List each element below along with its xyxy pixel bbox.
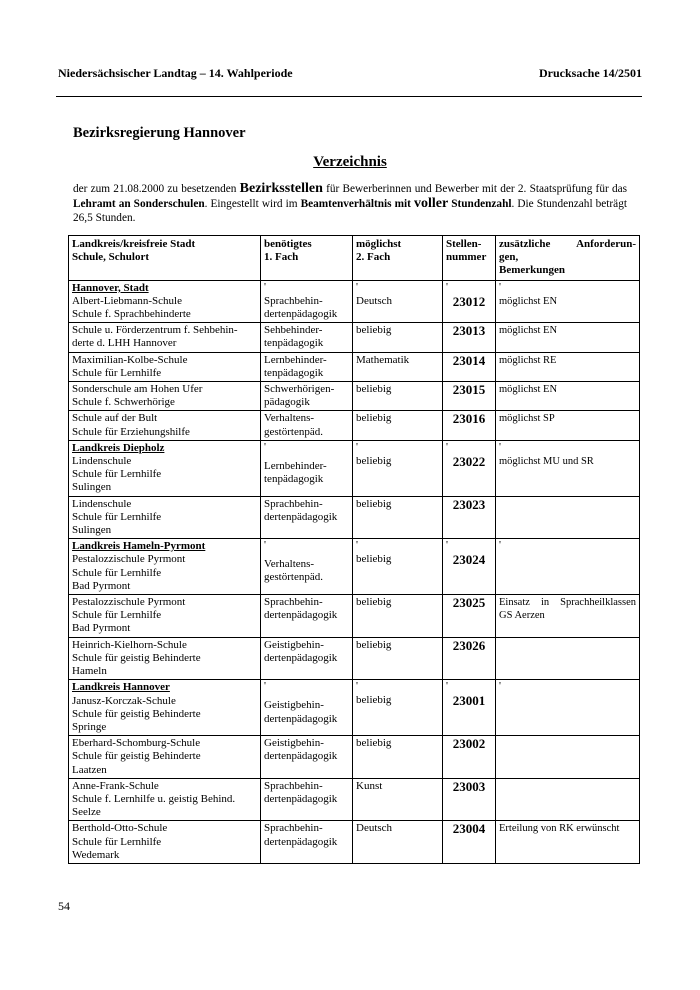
table-row: Anne-Frank-Schule Schule f. Lernhilfe u. geistig Behind. Seelze Sprachbehin- dertenpädagogik Kunst 23003 [69, 778, 640, 821]
document-title-text: Verzeichnis [313, 154, 387, 170]
header-fach2: möglichst 2. Fach [353, 236, 443, 281]
group-heading: Landkreis Diepholz [72, 441, 165, 454]
header-remarks: zusätzliche Anforderun- gen, Bemerkungen [496, 236, 640, 281]
table-row: Lindenschule Schule für Lernhilfe Sulingen Sprachbehin- dertenpädagogik beliebig 23023 [69, 496, 640, 539]
table-row: Landkreis Hameln-Pyrmont Pestalozzischule Pyrmont Schule für Lernhilfe Bad Pyrmont ' Verhaltens- gestörtenpäd. ' beliebig ' 23024 ' [69, 539, 640, 595]
table-row: Eberhard-Schomburg-Schule Schule für geistig Behinderte Laatzen Geistigbehin- dertenpädagogik beliebig 23002 [69, 736, 640, 779]
table-row: Pestalozzischule Pyrmont Schule für Lernhilfe Bad Pyrmont Sprachbehin- dertenpädagogik beliebig 23025 Einsatz in Sprachheilklassen GS Aerzen [69, 595, 640, 638]
intro-text-3: für Bewerberinnen und Bewerber mit der 2. Staatsprüfung für das [322, 183, 627, 195]
intro-stundenzahl: Stundenzahl [448, 197, 512, 210]
authority-heading: Bezirksregierung Hannover [73, 125, 246, 141]
table-row: Landkreis Hannover Janusz-Korczak-Schule Schule für geistig Behinderte Springe ' Geistigbehin- dertenpädagogik ' beliebig ' 23001 ' [69, 680, 640, 736]
group-heading: Hannover, Stadt [72, 281, 149, 294]
table-row: Schule u. Förderzentrum f. Sehbehin- derte d. LHH Hannover Sehbehinder- tenpädagogik beliebig 23013 möglichst EN [69, 323, 640, 352]
header-rule [56, 96, 642, 97]
intro-text-1: der zum 21.08.2000 zu besetzenden [73, 183, 240, 195]
table-row: Schule auf der Bult Schule für Erziehungshilfe Verhaltens- gestörtenpäd. beliebig 23016 möglichst SP [69, 411, 640, 440]
document-title [0, 154, 700, 171]
table-row: Hannover, Stadt Albert-Liebmann-Schule Schule f. Sprachbehinderte ' Sprachbehin- dertenpädagogik ' Deutsch ' 23012 ' möglichst EN [69, 280, 640, 323]
intro-bezirksstellen: Bezirksstellen [239, 181, 323, 196]
table-row: Sonderschule am Hohen Ufer Schule f. Schwerhörige Schwerhörigen- pädagogik beliebig 23015 möglichst EN [69, 382, 640, 411]
group-heading: Landkreis Hameln-Pyrmont [72, 540, 206, 553]
positions-table [68, 235, 640, 864]
page-header [58, 66, 642, 81]
intro-text-5: . Eingestellt wird im [204, 197, 301, 210]
header-left: Niedersächsischer Landtag – 14. Wahlperiode [58, 66, 293, 80]
header-number: Stellen- nummer [443, 236, 496, 281]
intro-lehramt: Lehramt an Sonderschulen [73, 197, 205, 210]
page-number: 54 [58, 899, 70, 913]
intro-beamten: Beamtenverhältnis mit [300, 197, 414, 210]
intro-paragraph [73, 182, 627, 226]
header-school: Landkreis/kreisfreie Stadt Schule, Schulort [69, 236, 261, 281]
header-fach1: benötigtes 1. Fach [261, 236, 353, 281]
table-row: Landkreis Diepholz Lindenschule Schule für Lernhilfe Sulingen ' Lernbehinder- tenpädagogik ' beliebig ' 23022 ' möglichst MU und SR [69, 440, 640, 496]
header-right: Drucksache 14/2501 [539, 66, 642, 80]
table-row: Berthold-Otto-Schule Schule für Lernhilfe Wedemark Sprachbehin- dertenpädagogik Deutsch 23004 Erteilung von RK erwünscht [69, 821, 640, 864]
table-header-row [69, 236, 640, 281]
intro-text-9: . Die Stundenzahl beträgt 26,5 Stunden. [73, 197, 627, 224]
intro-voller: voller [413, 195, 449, 211]
group-heading: Landkreis Hannover [72, 681, 170, 694]
table-row: Heinrich-Kielhorn-Schule Schule für geistig Behinderte Hameln Geistigbehin- dertenpädagogik beliebig 23026 [69, 637, 640, 680]
table-row: Maximilian-Kolbe-Schule Schule für Lernhilfe Lernbehinder- tenpädagogik Mathematik 23014 möglichst RE [69, 352, 640, 381]
